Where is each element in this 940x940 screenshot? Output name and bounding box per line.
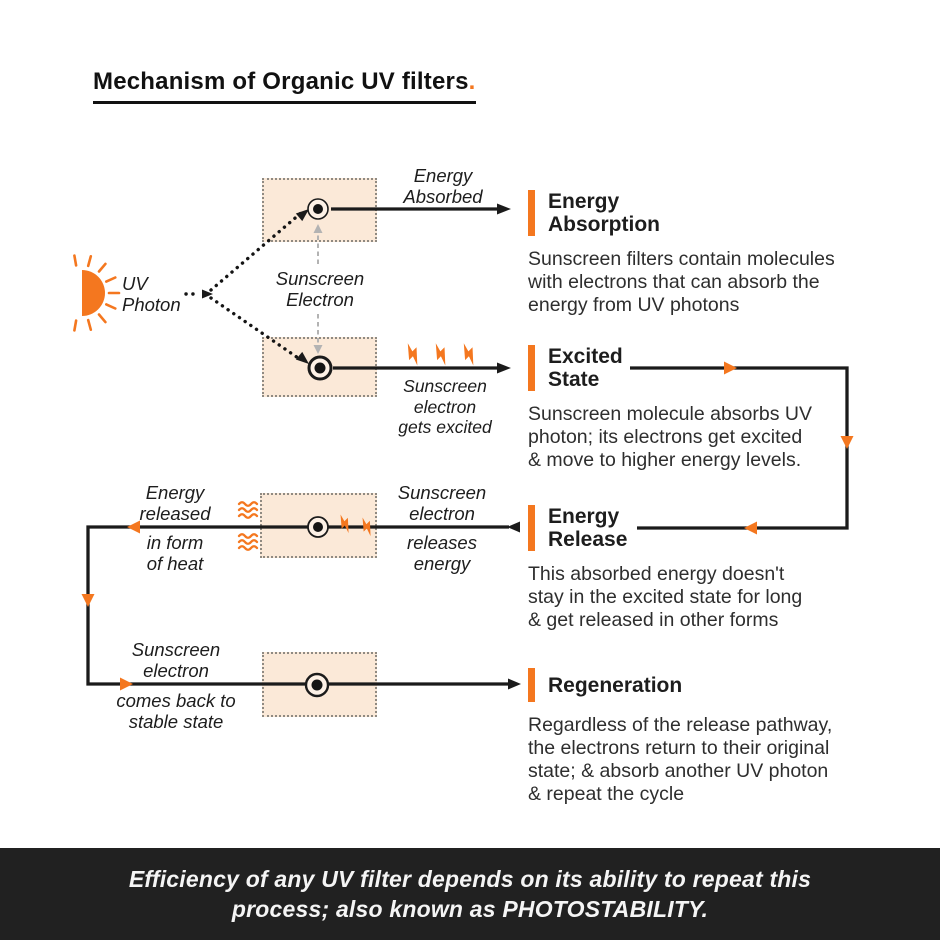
in-form-of-heat-label: in form of heat: [146, 532, 204, 574]
electron-icon-absorption: [308, 199, 328, 219]
section-heading: Regeneration: [548, 673, 683, 697]
page-title-accent-period: .: [468, 68, 476, 95]
sunscreen-electron-return-label: Sunscreen electron: [131, 639, 221, 681]
photostability-banner: [0, 848, 940, 940]
energy-absorbed-label: Energy Absorbed: [403, 165, 483, 207]
section-energy-release: [528, 505, 873, 632]
section-heading: Excited State: [548, 345, 623, 391]
energy-released-label: Energy released: [139, 482, 211, 524]
uv-photon-label: UV Photon: [122, 273, 181, 315]
lightning-bolt-icons-excited: [400, 341, 482, 367]
section-regeneration: [528, 668, 873, 806]
section-description: Sunscreen molecule absorbs UV photon; its electrons get excited & move to higher energy levels.: [528, 403, 812, 471]
accent-bar: [528, 345, 535, 391]
photostability-banner-text: Efficiency of any UV filter depends on its ability to repeat this process; also known as PHOTOSTABILITY.: [128, 866, 812, 922]
accent-bar: [528, 505, 535, 551]
section-excited-state: [528, 345, 873, 472]
comes-back-stable-label: comes back to stable state: [116, 690, 236, 732]
sunscreen-electron-label: Sunscreen Electron: [275, 268, 365, 310]
sunscreen-electron-release-label: Sunscreen electron: [397, 482, 487, 524]
section-description: Regardless of the release pathway, the electrons return to their original state; & absorb another UV photon & repeat the cycle: [528, 714, 833, 805]
electron-icon-release: [308, 517, 328, 537]
accent-bar: [528, 190, 535, 236]
lightning-bolt-icons-release: [334, 512, 378, 537]
releases-energy-label: releases energy: [407, 532, 477, 574]
section-heading: Energy Release: [548, 505, 628, 551]
electron-icon-regeneration: [306, 674, 328, 696]
section-heading: Energy Absorption: [548, 190, 660, 236]
electron-icon-excited: [309, 357, 331, 379]
accent-bar: [528, 668, 535, 702]
electron-gets-excited-label: Sunscreen electron gets excited: [398, 376, 492, 437]
excited-state-arrow: [333, 363, 511, 374]
section-description: Sunscreen filters contain molecules with electrons that can absorb the energy from UV photons: [528, 248, 835, 316]
section-energy-absorption: [528, 190, 873, 317]
uv-photon-sun-icon: [74, 256, 119, 331]
section-description: This absorbed energy doesn't stay in the excited state for long & get released in other forms: [528, 563, 803, 631]
page-title-text: Mechanism of Organic UV filters: [93, 68, 469, 95]
